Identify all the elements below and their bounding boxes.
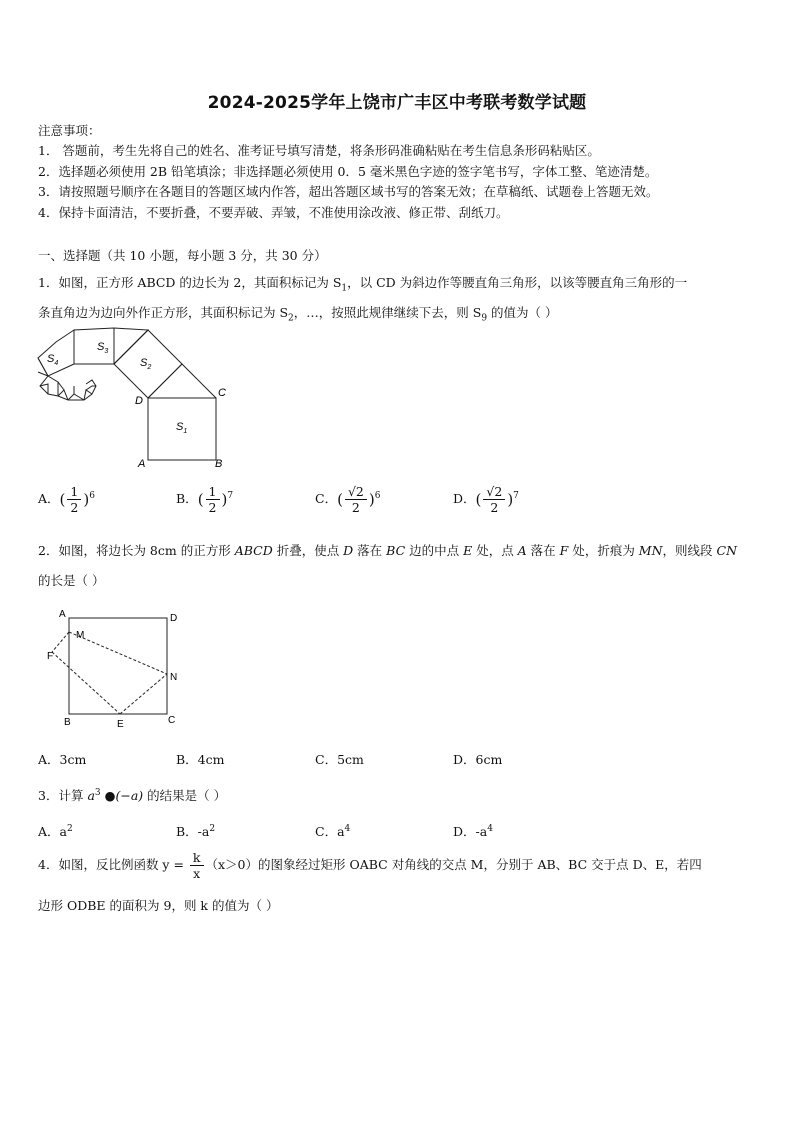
notice-heading: 注意事项： [38, 123, 101, 138]
notice-item-4: 4．保持卡面清洁，不要折叠，不要弄破、弄皱，不准使用涂改液、修正带、刮纸刀。 [38, 205, 509, 220]
notice-item-1: 1． 答题前，考生先将自己的姓名、准考证号填写清楚，将条形码准确粘贴在考生信息条形码粘贴区。 [38, 143, 600, 158]
question-2-line-2: 的长是（ ） [38, 573, 105, 588]
notice-item-3: 3．请按照题号顺序在各题目的答题区域内作答，超出答题区域书写的答案无效；在草稿纸、试题卷上答题无效。 [38, 184, 659, 199]
q1-label-s2: $S_2$ [140, 357, 152, 371]
question-2-line-1: 2．如图，将边长为 8cm 的正方形 ABCD 折叠，使点 D 落在 BC 边的中点 E 处，点 A 落在 F 处，折痕为 MN，则线段 CN [38, 543, 738, 558]
q2-option-a[interactable]: A．3cm [38, 752, 87, 767]
q2-label-n: N [170, 672, 178, 683]
q1-option-a[interactable]: A．( $\frac{1}{2}$ )$^6$ [38, 484, 95, 515]
q1-triangle-1 [148, 364, 216, 398]
q2-label-a: A [59, 609, 66, 620]
question-1-line-1 [38, 273, 687, 294]
question-4-line-1: 4．如图，反比例函数 y = $\frac{k}{x}$ （x＞0）的图象经过矩形 OABC 对角线的交点 M，分别于 AB、BC 交于点 D、E，若四 [38, 850, 702, 881]
q1-square-s4 [38, 330, 74, 376]
q1-text-d: ，…，按照此规律继续下去，则 S [293, 305, 482, 320]
q1-label-c: C [218, 387, 226, 399]
q1-text-e: 的值为（ ） [487, 305, 558, 320]
q1-figure [34, 324, 234, 472]
section-heading: 一、选择题（共 10 小题，每小题 3 分，共 30 分） [38, 248, 327, 263]
q1-square-s3 [74, 328, 148, 364]
q1-label-b: B [215, 458, 223, 470]
q1-text-a: 1．如图，正方形 ABCD 的边长为 2，其面积标记为 S [38, 275, 342, 290]
q3-option-a[interactable]: A．$a^2$ [38, 823, 73, 839]
q2-figure [42, 604, 192, 730]
q1-option-c[interactable]: C．( $\frac{√2}{2}$ )$^6$ [315, 484, 381, 515]
q2-label-m: M [76, 630, 85, 641]
q1-label-d: D [135, 395, 143, 407]
q2-label-b: B [64, 717, 71, 728]
q1-label-s4: $S_4$ [47, 353, 59, 367]
q1-option-d[interactable]: D．( $\frac{√2}{2}$ )$^7$ [453, 484, 519, 515]
q2-label-d: D [170, 613, 178, 624]
q1-label-a: A [138, 458, 146, 470]
q3-option-c[interactable]: C．$a^4$ [315, 823, 351, 839]
q1-option-b[interactable]: B．( $\frac{1}{2}$ )$^7$ [176, 484, 234, 515]
q2-label-c: C [168, 715, 176, 726]
question-4-line-2: 边形 ODBE 的面积为 9，则 k 的值为（ ） [38, 898, 279, 913]
q1-sub1: 1 [341, 283, 348, 294]
q1-sub2: 2 [288, 313, 294, 324]
q1-label-s1: $S_1$ [176, 421, 188, 435]
q1-text-c: 条直角边为边向外作正方形，其面积标记为 S [38, 305, 289, 320]
q3-option-b[interactable]: B．$-a^2$ [176, 823, 216, 839]
q1-text-b: ，以 CD 为斜边作等腰直角三角形，以该等腰直角三角形的一 [347, 275, 688, 290]
notice-item-2: 2．选择题必须使用 2B 铅笔填涂；非选择题必须使用 0．5 毫米黑色字迹的签字笔书写，字体工整、笔迹清楚。 [38, 164, 658, 179]
question-3: 3．计算 $a^3$ ●(−a) 的结果是（ ） [38, 787, 227, 803]
q2-option-d[interactable]: D．6cm [453, 752, 503, 767]
question-1-line-2 [38, 303, 558, 324]
q1-label-s3: $S_3$ [97, 341, 109, 355]
q2-label-e: E [117, 719, 124, 730]
q1-sub9: 9 [481, 313, 488, 324]
page-title: 2024-2025学年上饶市广丰区中考联考数学试题 [207, 93, 587, 113]
q3-option-d[interactable]: D．$-a^4$ [453, 823, 493, 839]
q2-option-c[interactable]: C．5cm [315, 752, 364, 767]
q2-option-b[interactable]: B．4cm [176, 752, 225, 767]
q2-label-f: F [47, 651, 54, 662]
